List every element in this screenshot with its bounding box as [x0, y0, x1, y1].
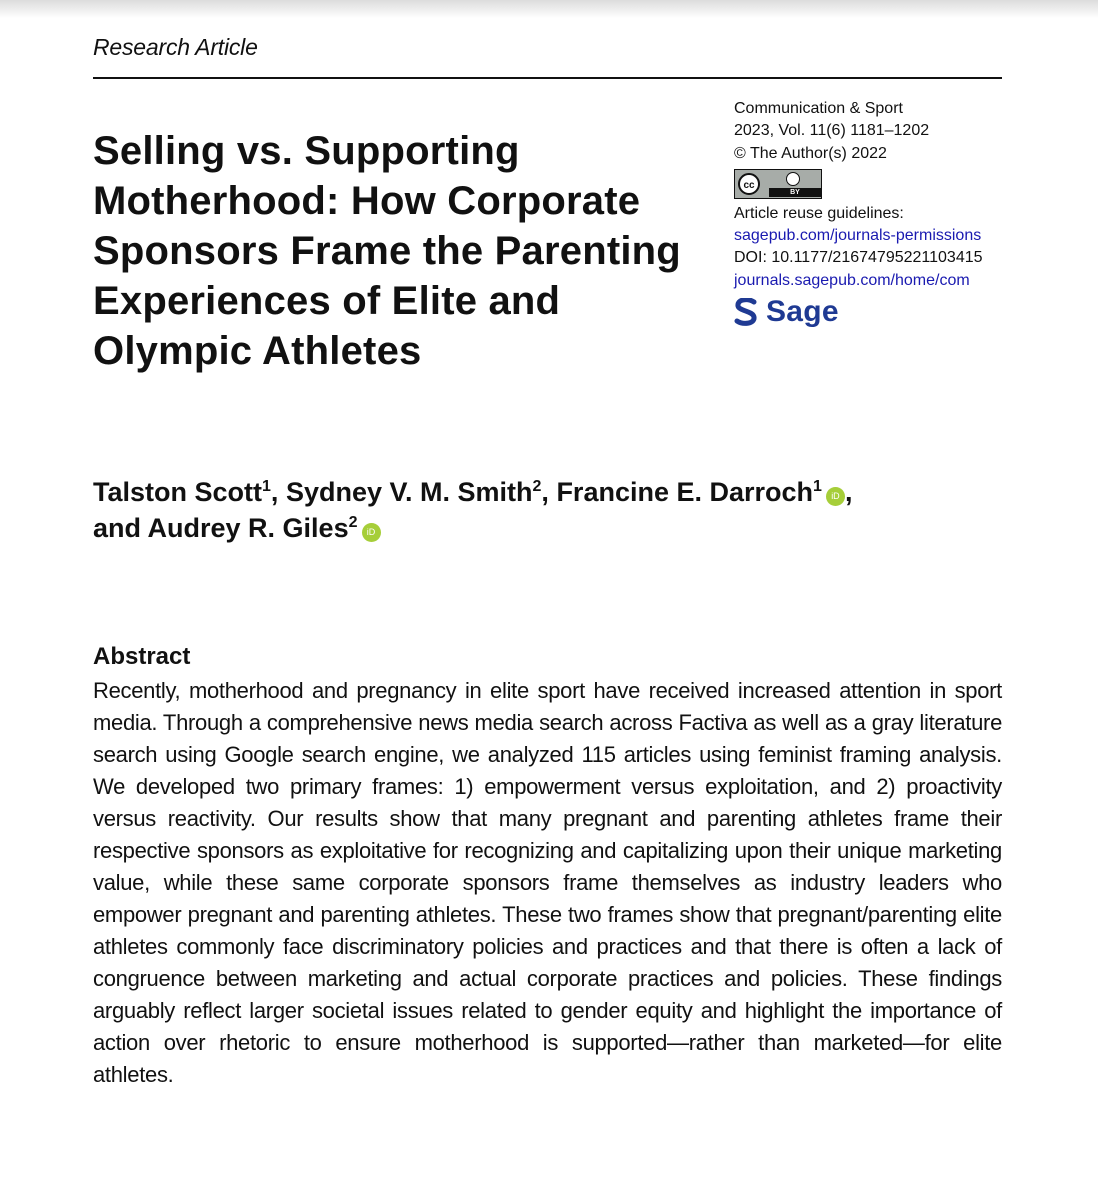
orcid-icon[interactable]: iD: [826, 487, 845, 506]
person-icon: [786, 172, 800, 186]
author-name[interactable]: Sydney V. M. Smith: [285, 477, 533, 507]
copyright: © The Author(s) 2022: [734, 144, 887, 162]
reuse-label: Article reuse guidelines:: [734, 204, 904, 222]
author-name[interactable]: Francine E. Darroch: [556, 477, 814, 507]
by-label: BY: [769, 188, 821, 197]
doi: DOI: 10.1177/21674795221103415: [734, 249, 983, 267]
sage-wordmark: Sage: [766, 294, 839, 328]
header-rule: [93, 77, 1002, 79]
author-list: [93, 474, 1008, 546]
author-separator: ,: [270, 477, 286, 507]
author-separator: ,: [541, 477, 557, 507]
journal-name: Communication & Sport: [734, 100, 903, 117]
affiliation-marker: 1: [262, 478, 271, 495]
author-name[interactable]: Talston Scott: [93, 477, 263, 507]
author-separator: ,: [844, 477, 853, 507]
author-conjunction: and: [93, 513, 148, 543]
affiliation-marker: 2: [348, 514, 358, 531]
cc-by-icon[interactable]: [734, 169, 822, 199]
article-title: Selling vs. Supporting Motherhood: How Corporate Sponsors Frame the Parenting Experiences of Elite and Olympic Athletes: [93, 129, 681, 373]
cc-circle-icon: cc: [738, 173, 760, 195]
sage-s-icon: [734, 298, 758, 326]
volume-info: 2023, Vol. 11(6) 1181–1202: [734, 122, 930, 140]
affiliation-marker: 1: [813, 478, 822, 495]
abstract-body: Recently, motherhood and pregnancy in elite sport have received increased attention in sport media. Through a comprehensive news media search across Factiva as well as a gray literature search using Google search engine, we analyzed 115 articles using feminist framing analysis. We developed two primary frames: 1) empowerment versus exploitation, and 2) proactivity versus reactivity. Our results show that many pregnant and parenting athletes frame their respective sponsors as exploitative for recognizing and capitalizing upon their unique marketing value, while these same corporate sponsors frame themselves as industry leaders who empower pregnant and parenting athletes. These two frames show that pregnant/parenting elite athletes commonly face discriminatory policies and practices and that there is often a lack of congruence between marketing and actual corporate practices and policies. These findings arguably reflect larger societal issues related to gender equity and highlight the importance of action over rhetoric to ensure motherhood is supported—rather than marketed—for elite athletes.: [93, 678, 1002, 1087]
journal-meta: [734, 98, 1034, 326]
orcid-icon[interactable]: iD: [362, 523, 381, 542]
journal-link[interactable]: journals.sagepub.com/home/com: [734, 271, 970, 289]
section-label: Research Article: [93, 34, 258, 60]
author-name[interactable]: Audrey R. Giles: [147, 513, 349, 543]
reuse-link[interactable]: sagepub.com/journals-permissions: [734, 227, 982, 245]
abstract-heading: Abstract: [93, 643, 191, 670]
sage-logo: [734, 294, 1034, 328]
by-part: [769, 170, 821, 197]
affiliation-marker: 2: [532, 478, 542, 495]
page-top-shadow: [0, 0, 1098, 18]
